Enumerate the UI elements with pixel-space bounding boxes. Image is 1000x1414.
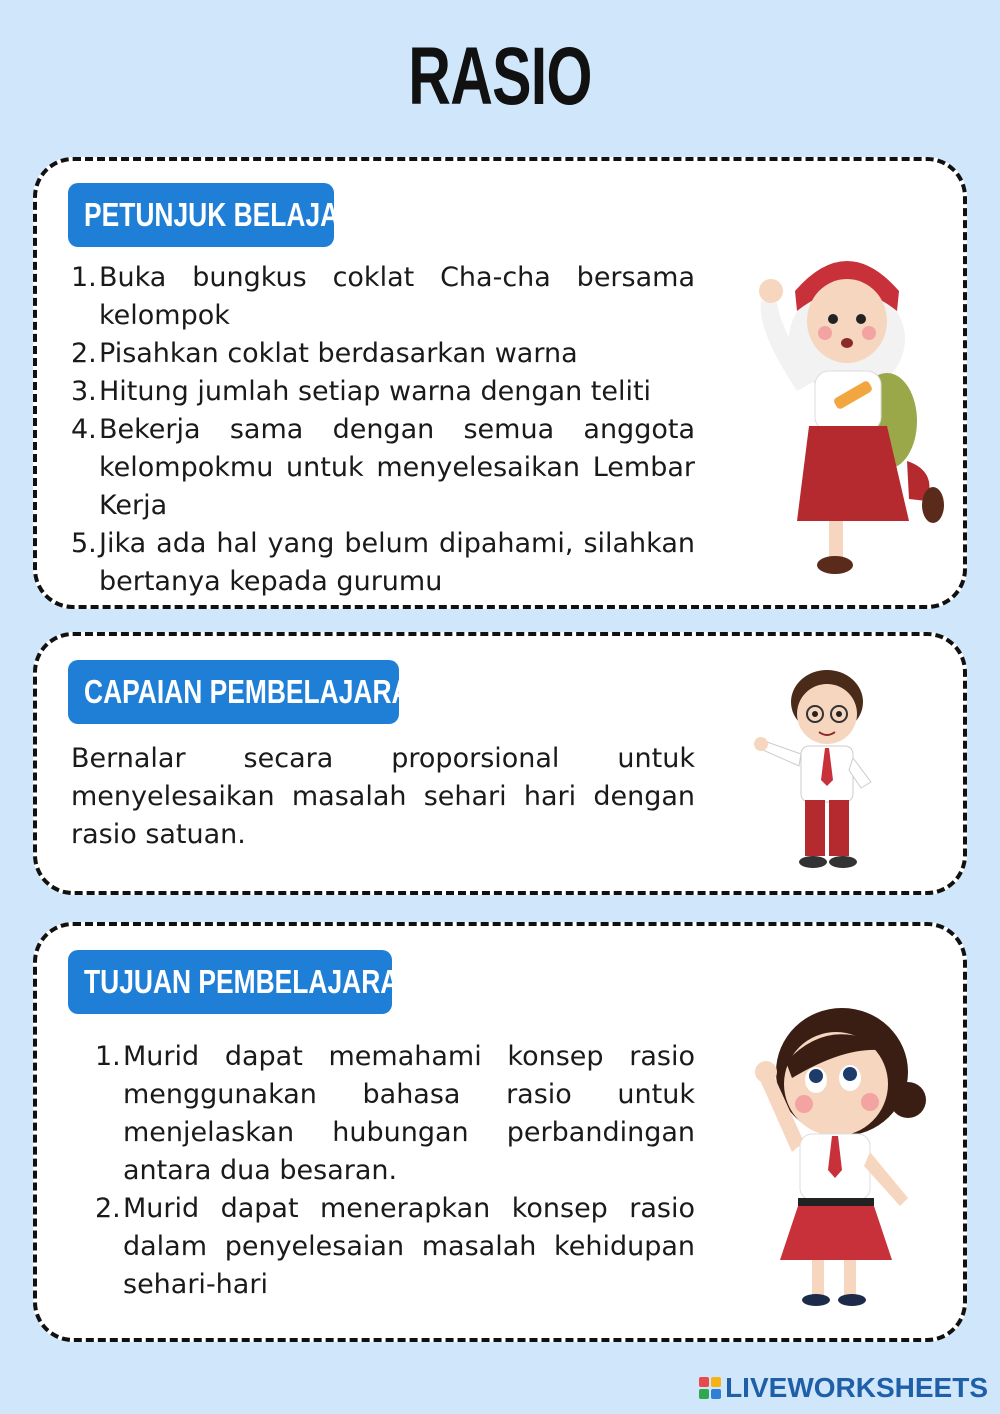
section-heading: CAPAIAN PEMBELAJARAN	[68, 660, 399, 724]
list-item: 3. Hitung jumlah setiap warna dengan teliti	[71, 376, 652, 407]
list-item: 2. Pisahkan coklat berdasarkan warna	[71, 338, 578, 369]
objectives-card	[33, 922, 967, 1342]
competency-card	[33, 632, 967, 895]
hijab-girl-illustration	[737, 221, 947, 581]
section-heading: PETUNJUK BELAJAR	[68, 183, 334, 247]
instructions-list	[71, 259, 695, 601]
list-item: 2. Murid dapat menerapkan konsep rasio dalam penyelesaian masalah kehidupan sehari-hari	[95, 1193, 695, 1300]
girl-illustration	[732, 1002, 942, 1322]
list-item: 5. Jika ada hal yang belum dipahami, silahkan bertanya kepada gurumu	[71, 528, 695, 597]
competency-text: Bernalar secara proporsional untuk menyelesaikan masalah sehari hari dengan rasio satuan.	[71, 743, 695, 850]
section-heading: TUJUAN PEMBELAJARAN	[68, 950, 392, 1014]
objectives-list	[95, 1038, 695, 1304]
brand-name: LIVEWORKSHEETS	[725, 1372, 988, 1403]
list-item: 4. Bekerja sama dengan semua anggota kelompokmu untuk menyelesaikan Lembar Kerja	[71, 414, 695, 521]
page-title: RASIO	[408, 31, 592, 122]
brand-footer[interactable]	[699, 1372, 988, 1404]
liveworksheets-logo-icon	[699, 1377, 721, 1399]
list-item: 1. Buka bungkus coklat Cha-cha bersama kelompok	[71, 262, 695, 331]
boy-illustration	[749, 662, 899, 882]
list-item: 1. Murid dapat memahami konsep rasio menggunakan bahasa rasio untuk menjelaskan hubungan perbandingan antara dua besaran.	[95, 1041, 695, 1186]
instructions-card	[33, 157, 967, 609]
